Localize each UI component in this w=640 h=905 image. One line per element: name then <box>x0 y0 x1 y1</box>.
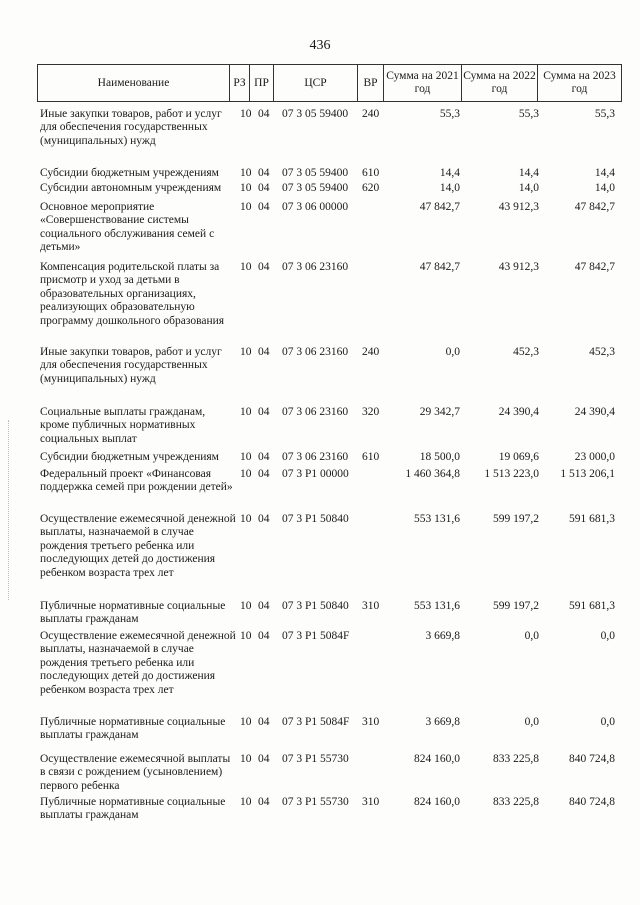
row-name: Иные закупки товаров, работ и услуг для обеспечения государственных (муниципальных) нужд <box>40 346 222 385</box>
row-pr: 04 <box>258 600 270 612</box>
row-sum-2022: 24 390,4 <box>498 406 539 418</box>
row-vr: 320 <box>362 406 380 418</box>
row-sum-2023: 14,0 <box>594 182 615 194</box>
row-csr: 07 3 P1 5084F <box>282 716 350 728</box>
header-sum-2022: Сумма на 2022 год <box>462 65 538 101</box>
row-sum-2021: 29 342,7 <box>419 406 460 418</box>
row-rz: 10 <box>240 182 252 194</box>
row-pr: 04 <box>258 468 270 480</box>
row-pr: 04 <box>258 201 270 213</box>
row-pr: 04 <box>258 716 270 728</box>
row-sum-2023: 1 513 206,1 <box>560 468 615 480</box>
row-sum-2023: 0,0 <box>600 630 615 642</box>
row-sum-2023: 47 842,7 <box>574 201 615 213</box>
row-rz: 10 <box>240 108 252 120</box>
header-pr: ПР <box>250 65 274 101</box>
row-rz: 10 <box>240 513 252 525</box>
row-sum-2023: 0,0 <box>600 716 615 728</box>
row-vr: 240 <box>362 108 380 120</box>
row-vr: 610 <box>362 167 380 179</box>
row-sum-2022: 14,0 <box>518 182 539 194</box>
row-sum-2021: 55,3 <box>439 108 460 120</box>
row-sum-2023: 591 681,3 <box>569 513 615 525</box>
row-pr: 04 <box>258 346 270 358</box>
row-vr: 610 <box>362 451 380 463</box>
row-csr: 07 3 06 23160 <box>282 451 349 463</box>
row-rz: 10 <box>240 201 252 213</box>
row-sum-2021: 1 460 364,8 <box>405 468 460 480</box>
row-rz: 10 <box>240 451 252 463</box>
row-name: Иные закупки товаров, работ и услуг для обеспечения государственных (муниципальных) нужд <box>40 108 222 147</box>
row-rz: 10 <box>240 346 252 358</box>
row-vr: 310 <box>362 600 380 612</box>
row-pr: 04 <box>258 513 270 525</box>
row-sum-2021: 47 842,7 <box>419 201 460 213</box>
row-name: Субсидии бюджетным учреждениям <box>40 167 219 179</box>
row-sum-2021: 553 131,6 <box>414 600 460 612</box>
row-csr: 07 3 05 59400 <box>282 167 349 179</box>
table-header <box>37 64 622 102</box>
row-sum-2023: 591 681,3 <box>569 600 615 612</box>
row-sum-2022: 1 513 223,0 <box>484 468 539 480</box>
row-pr: 04 <box>258 108 270 120</box>
row-sum-2021: 3 669,8 <box>425 630 460 642</box>
row-name: Осуществление ежемесячной выплаты в связи с рождением (усыновлением) первого ребенка <box>40 753 231 792</box>
row-sum-2023: 24 390,4 <box>574 406 615 418</box>
row-sum-2021: 824 160,0 <box>414 753 460 765</box>
row-rz: 10 <box>240 630 252 642</box>
row-sum-2021: 18 500,0 <box>419 451 460 463</box>
row-name: Субсидии автономным учреждениям <box>40 182 222 194</box>
row-csr: 07 3 P1 50840 <box>282 513 349 525</box>
row-name: Публичные нормативные социальные выплаты гражданам <box>40 796 226 822</box>
row-csr: 07 3 P1 50840 <box>282 600 349 612</box>
row-csr: 07 3 06 23160 <box>282 346 349 358</box>
row-sum-2023: 840 724,8 <box>569 796 615 808</box>
header-name: Наименование <box>38 65 230 101</box>
row-name: Осуществление ежемесячной денежной выплаты, назначаемой в случае рождения третьего ребенка или последующих детей до достижения ребенком возраста трех лет <box>40 513 236 579</box>
header-sum-2023: Сумма на 2023 год <box>543 70 616 95</box>
row-sum-2022: 452,3 <box>513 346 539 358</box>
row-rz: 10 <box>240 796 252 808</box>
row-sum-2021: 14,4 <box>439 167 460 179</box>
row-sum-2021: 47 842,7 <box>419 261 460 273</box>
row-sum-2023: 452,3 <box>589 346 615 358</box>
row-name: Основное мероприятие «Совершенствование системы социального обслуживания семей с детьми» <box>40 201 215 254</box>
row-sum-2023: 840 724,8 <box>569 753 615 765</box>
row-csr: 07 3 05 59400 <box>282 108 349 120</box>
row-rz: 10 <box>240 753 252 765</box>
row-sum-2022: 43 912,3 <box>498 201 539 213</box>
row-sum-2022: 55,3 <box>518 108 539 120</box>
row-sum-2022: 0,0 <box>524 716 539 728</box>
row-pr: 04 <box>258 451 270 463</box>
row-sum-2023: 23 000,0 <box>574 451 615 463</box>
row-name: Социальные выплаты гражданам, кроме публичных нормативных социальных выплат <box>40 406 206 445</box>
row-pr: 04 <box>258 796 270 808</box>
row-vr: 620 <box>362 182 380 194</box>
margin-binding-marks <box>8 420 11 600</box>
row-rz: 10 <box>240 600 252 612</box>
header-csr: ЦСР <box>274 65 358 101</box>
row-rz: 10 <box>240 716 252 728</box>
row-sum-2022: 14,4 <box>518 167 539 179</box>
header-rz: РЗ <box>230 65 250 101</box>
row-name: Публичные нормативные социальные выплаты гражданам <box>40 600 226 626</box>
row-rz: 10 <box>240 468 252 480</box>
row-csr: 07 3 P1 00000 <box>282 468 349 480</box>
row-sum-2021: 14,0 <box>439 182 460 194</box>
row-sum-2023: 47 842,7 <box>574 261 615 273</box>
row-pr: 04 <box>258 630 270 642</box>
header-vr: ВР <box>358 65 384 101</box>
row-vr: 310 <box>362 796 380 808</box>
row-sum-2021: 553 131,6 <box>414 513 460 525</box>
row-csr: 07 3 P1 55730 <box>282 796 349 808</box>
row-csr: 07 3 P1 55730 <box>282 753 349 765</box>
row-rz: 10 <box>240 406 252 418</box>
row-name: Субсидии бюджетным учреждениям <box>40 451 219 463</box>
row-sum-2022: 599 197,2 <box>493 600 539 612</box>
row-pr: 04 <box>258 406 270 418</box>
row-rz: 10 <box>240 261 252 273</box>
row-sum-2023: 14,4 <box>594 167 615 179</box>
row-csr: 07 3 05 59400 <box>282 182 349 194</box>
row-sum-2022: 833 225,8 <box>493 796 539 808</box>
row-vr: 240 <box>362 346 380 358</box>
row-sum-2022: 833 225,8 <box>493 753 539 765</box>
row-csr: 07 3 06 23160 <box>282 406 349 418</box>
row-pr: 04 <box>258 182 270 194</box>
row-pr: 04 <box>258 167 270 179</box>
row-sum-2023: 55,3 <box>594 108 615 120</box>
row-name: Осуществление ежемесячной денежной выплаты, назначаемой в случае рождения третьего ребенка или последующих детей до достижения ребенком возраста трех лет <box>40 630 236 696</box>
row-sum-2021: 824 160,0 <box>414 796 460 808</box>
page-number: 436 <box>309 38 331 53</box>
row-csr: 07 3 06 23160 <box>282 261 349 273</box>
row-sum-2022: 19 069,6 <box>498 451 539 463</box>
row-sum-2022: 0,0 <box>524 630 539 642</box>
row-sum-2022: 599 197,2 <box>493 513 539 525</box>
row-csr: 07 3 P1 5084F <box>282 630 350 642</box>
row-name: Компенсация родительской платы за присмотр и уход за детьми в образовательных организациях, реализующих образовательную программу дошкольного образования <box>40 261 225 327</box>
row-rz: 10 <box>240 167 252 179</box>
row-pr: 04 <box>258 753 270 765</box>
row-csr: 07 3 06 00000 <box>282 201 349 213</box>
row-sum-2021: 3 669,8 <box>425 716 460 728</box>
row-vr: 310 <box>362 716 380 728</box>
row-name: Федеральный проект «Финансовая поддержка семей при рождении детей» <box>40 468 233 494</box>
row-sum-2022: 43 912,3 <box>498 261 539 273</box>
row-pr: 04 <box>258 261 270 273</box>
row-sum-2021: 0,0 <box>445 346 460 358</box>
header-sum-2021: Сумма на 2021 год <box>384 65 462 101</box>
row-name: Публичные нормативные социальные выплаты гражданам <box>40 716 226 742</box>
